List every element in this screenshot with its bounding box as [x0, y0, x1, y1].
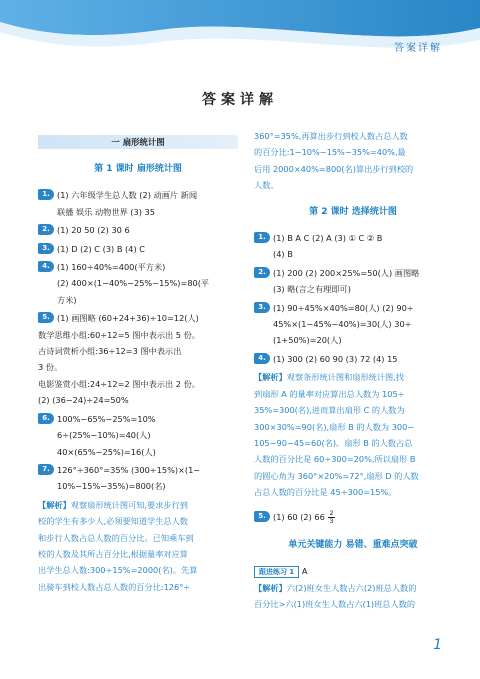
- question-number: 7.: [38, 464, 54, 475]
- analysis-line: 35%=300(名),进而算出扇形 C 的人数为: [254, 405, 405, 416]
- answer-line: 古诗词赏析小组:36÷12=3 图中表示出: [38, 346, 182, 357]
- question-1: [38, 187, 238, 220]
- answer-line: (2) 400×(1−40%−25%−15%)=80(平: [57, 278, 210, 289]
- answer-line: (4) B: [273, 249, 293, 260]
- lesson-title: 第 2 课时 选择统计图: [309, 206, 397, 217]
- answer-line: 10%−15%−35%)=800(名): [57, 481, 166, 492]
- question-number: 1.: [254, 232, 270, 243]
- answer-line: (1) B A C (2) A (3) ① C ② B: [273, 233, 383, 244]
- analysis-line: 和步行人数占总人数的百分比。已知乘车到: [38, 532, 194, 543]
- analysis-block: [254, 369, 452, 500]
- header-wave: [0, 0, 480, 68]
- section-heading: 一 扇形统计图: [38, 135, 238, 149]
- question-4: [38, 259, 238, 308]
- answer-line: (1) 200 (2) 200×25%=50(人) 画图略: [273, 267, 420, 278]
- analysis-line: 后用 2000×40%=800(名)算出步行到校的: [254, 163, 414, 174]
- left-column: [38, 135, 238, 595]
- answer-line: 联播 娱乐 动物世界 (3) 35: [57, 206, 155, 217]
- unit-title: 单元关键能力 易错、重难点突破: [288, 539, 418, 550]
- question-2: [254, 265, 452, 298]
- question-number: 3.: [38, 243, 54, 254]
- analysis-line: 观察条形统计图和扇形统计图,找: [286, 372, 404, 383]
- question-number: 4.: [38, 261, 54, 272]
- answer-line: 6÷(25%−10%)=40(人): [57, 430, 151, 441]
- answer-line: 方米): [57, 294, 77, 305]
- question-3: [254, 300, 452, 349]
- page-number: 1: [433, 637, 442, 653]
- analysis-line: 的百分比:1−10%−15%−35%=40%,最: [254, 147, 406, 158]
- analysis-line: 出学生总人数:300÷15%=2000(名)。先算: [38, 565, 198, 576]
- analysis-line: 360°=35%,再算出步行到校人数占总人数: [254, 131, 408, 141]
- page-title: 答案详解: [202, 92, 278, 108]
- question-number: 5.: [38, 312, 54, 323]
- analysis-line: 105−90−45=60(名)。扇形 B 的人数占总: [254, 437, 413, 448]
- answer-line: (1) 60 (2) 66: [273, 511, 325, 522]
- analysis-tag: 【解析】: [254, 372, 287, 383]
- question-number: 5.: [254, 511, 270, 522]
- question-4: [254, 351, 452, 367]
- right-column: [254, 128, 452, 613]
- analysis-block: [254, 580, 452, 613]
- analysis-line: 的圆心角为 360°×20%=72°,扇形 D 的人数: [254, 470, 419, 481]
- answer-line: (1) 160÷40%=400(平方米): [57, 262, 166, 273]
- analysis-line: 百分比>六(1)班女生人数占六(1)班总人数的: [254, 599, 416, 610]
- answer-line: (1) 六年级学生总人数 (2) 动画片 新闻: [57, 190, 198, 201]
- analysis-line: 观察扇形统计图可知,要求步行到: [70, 499, 188, 510]
- question-number: 2.: [254, 267, 270, 278]
- answer-line: (1+50%)=20(人): [273, 335, 342, 346]
- analysis-line: 校的学生有多少人,必须要知道学生总人数: [38, 516, 188, 527]
- question-2: [38, 222, 238, 238]
- question-5: [38, 310, 238, 408]
- analysis-line: 校的人数及其所占百分比,根据量率对应算: [38, 548, 188, 559]
- fraction-denominator: 3: [329, 516, 334, 525]
- practice-answer: A: [301, 566, 308, 577]
- answer-line: (1) 90÷45%×40%=80(人) (2) 90÷: [273, 302, 414, 313]
- answer-line: (2) (36−24)÷24=50%: [38, 395, 129, 406]
- fraction-numerator: 2: [329, 508, 334, 517]
- question-5: [254, 509, 452, 525]
- analysis-tag: 【解析】: [254, 582, 287, 593]
- answer-line: 126°÷360°=35% (300÷15%)×(1−: [57, 464, 201, 475]
- question-number: 1.: [38, 189, 54, 200]
- fraction: [328, 510, 334, 525]
- analysis-line: 人数的百分比是 60÷300=20%,所以扇形 B: [254, 454, 416, 465]
- question-number: 3.: [254, 302, 270, 313]
- answer-line: 3 份。: [38, 362, 63, 373]
- analysis-block: [38, 497, 238, 595]
- analysis-line: 到扇形 A 的量率对应算出总人数为 105÷: [254, 388, 405, 399]
- answer-line: 100%−65%−25%=10%: [57, 413, 156, 424]
- lesson-title: 第 1 课时 扇形统计图: [94, 164, 182, 174]
- question-3: [38, 241, 238, 257]
- header-band: [0, 0, 480, 68]
- question-number: 6.: [38, 413, 54, 424]
- answer-line: 数学思维小组:60÷12=5 图中表示出 5 份。: [38, 329, 200, 340]
- answer-line: 40×(65%−25%)=16(人): [57, 446, 156, 457]
- analysis-line: 六(2)班女生人数占六(2)班总人数的: [286, 582, 417, 593]
- answer-line: (1) 300 (2) 60 90 (3) 72 (4) 15: [273, 353, 398, 364]
- question-1: [254, 230, 452, 263]
- analysis-line: 300×30%=90(名),扇形 B 的人数为 300−: [254, 421, 415, 432]
- header-tag: 答案详解: [394, 43, 442, 54]
- answer-line: 45%×(1−45%−40%)=30(人) 30÷: [273, 319, 412, 330]
- analysis-line: 人数。: [254, 180, 279, 191]
- question-6: [38, 411, 238, 460]
- answer-line: 电影鉴赏小组:24÷12=2 图中表示出 2 份。: [38, 378, 200, 389]
- answer-line: (3) 略(言之有理即可): [273, 284, 351, 295]
- analysis-line: 占总人数的百分比是 45÷300=15%。: [254, 487, 397, 498]
- question-number: 4.: [254, 353, 270, 364]
- question-7: [38, 462, 238, 495]
- practice-label: 跟进练习 1: [254, 566, 299, 578]
- answer-line: (1) 画图略 (60+24+36)÷10=12(人): [57, 313, 199, 324]
- analysis-tag: 【解析】: [38, 499, 71, 510]
- question-number: 2.: [38, 224, 54, 235]
- practice-line: [254, 563, 452, 579]
- answer-line: (1) D (2) C (3) B (4) C: [57, 243, 145, 254]
- analysis-line: 出骑车到校人数占总人数的百分比:126°÷: [38, 581, 191, 592]
- analysis-continued: [254, 128, 452, 194]
- answer-line: (1) 20 50 (2) 30 6: [57, 225, 130, 236]
